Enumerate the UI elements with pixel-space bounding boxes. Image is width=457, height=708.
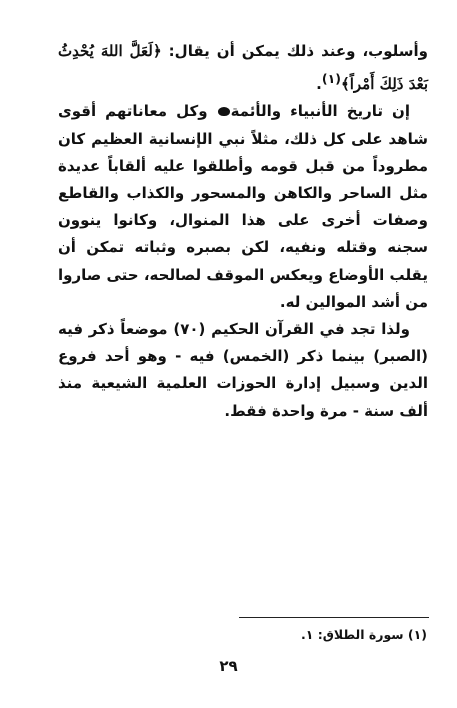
salutation-mark-icon — [218, 107, 230, 116]
paragraph-2-rest: وكل معاناتهم أقوى شاهد على كل ذلك، مثلاً نبي الإنسانية العظيم كان مطروداً من قبل قومه وأطلقوا عليه ألقاباً عديدة مثل الساحر والكاهن والمسحور والكذاب والقاطع وصفات أخرى على هذا المنوال، وكانوا ينوون سجنه وقتله ونفيه، لكن بصبره وثباته تمكن أن يقلب الأوضاع ويعكس الموقف لصالحه، حتى صاروا من أشد الموالين له. — [58, 102, 428, 311]
paragraph-1-intro: وأسلوب، وعند ذلك يمكن أن يقال: — [161, 42, 428, 60]
footnote: (١) سورة الطلاق: ١. — [300, 627, 427, 642]
footnote-ref: (١) — [321, 71, 341, 87]
paragraph-1 — [58, 38, 428, 98]
main-text — [58, 38, 428, 425]
quran-verse: ﴿لَعَلَّ اللهَ يُحْدِثُ بَعْدَ ذَلِكَ أَمْراً﴾ — [58, 42, 428, 94]
paragraph-2 — [58, 98, 428, 316]
page-number: ٢٩ — [219, 657, 238, 675]
paragraph-3: ولذا تجد في القرآن الحكيم (٧٠) موضعاً ذكر فيه (الصبر) بينما ذكر (الخمس) فيه - وهو أحد فروع الدين وسبيل إدارة الحوزات العلمية الشيعية منذ ألف سنة - مرة واحدة فقط. — [58, 320, 428, 420]
footnote-divider — [239, 617, 429, 618]
paragraph-1-end: . — [316, 75, 322, 94]
paragraph-2-start: إن تاريخ الأنبياء والأئمة — [230, 102, 410, 121]
